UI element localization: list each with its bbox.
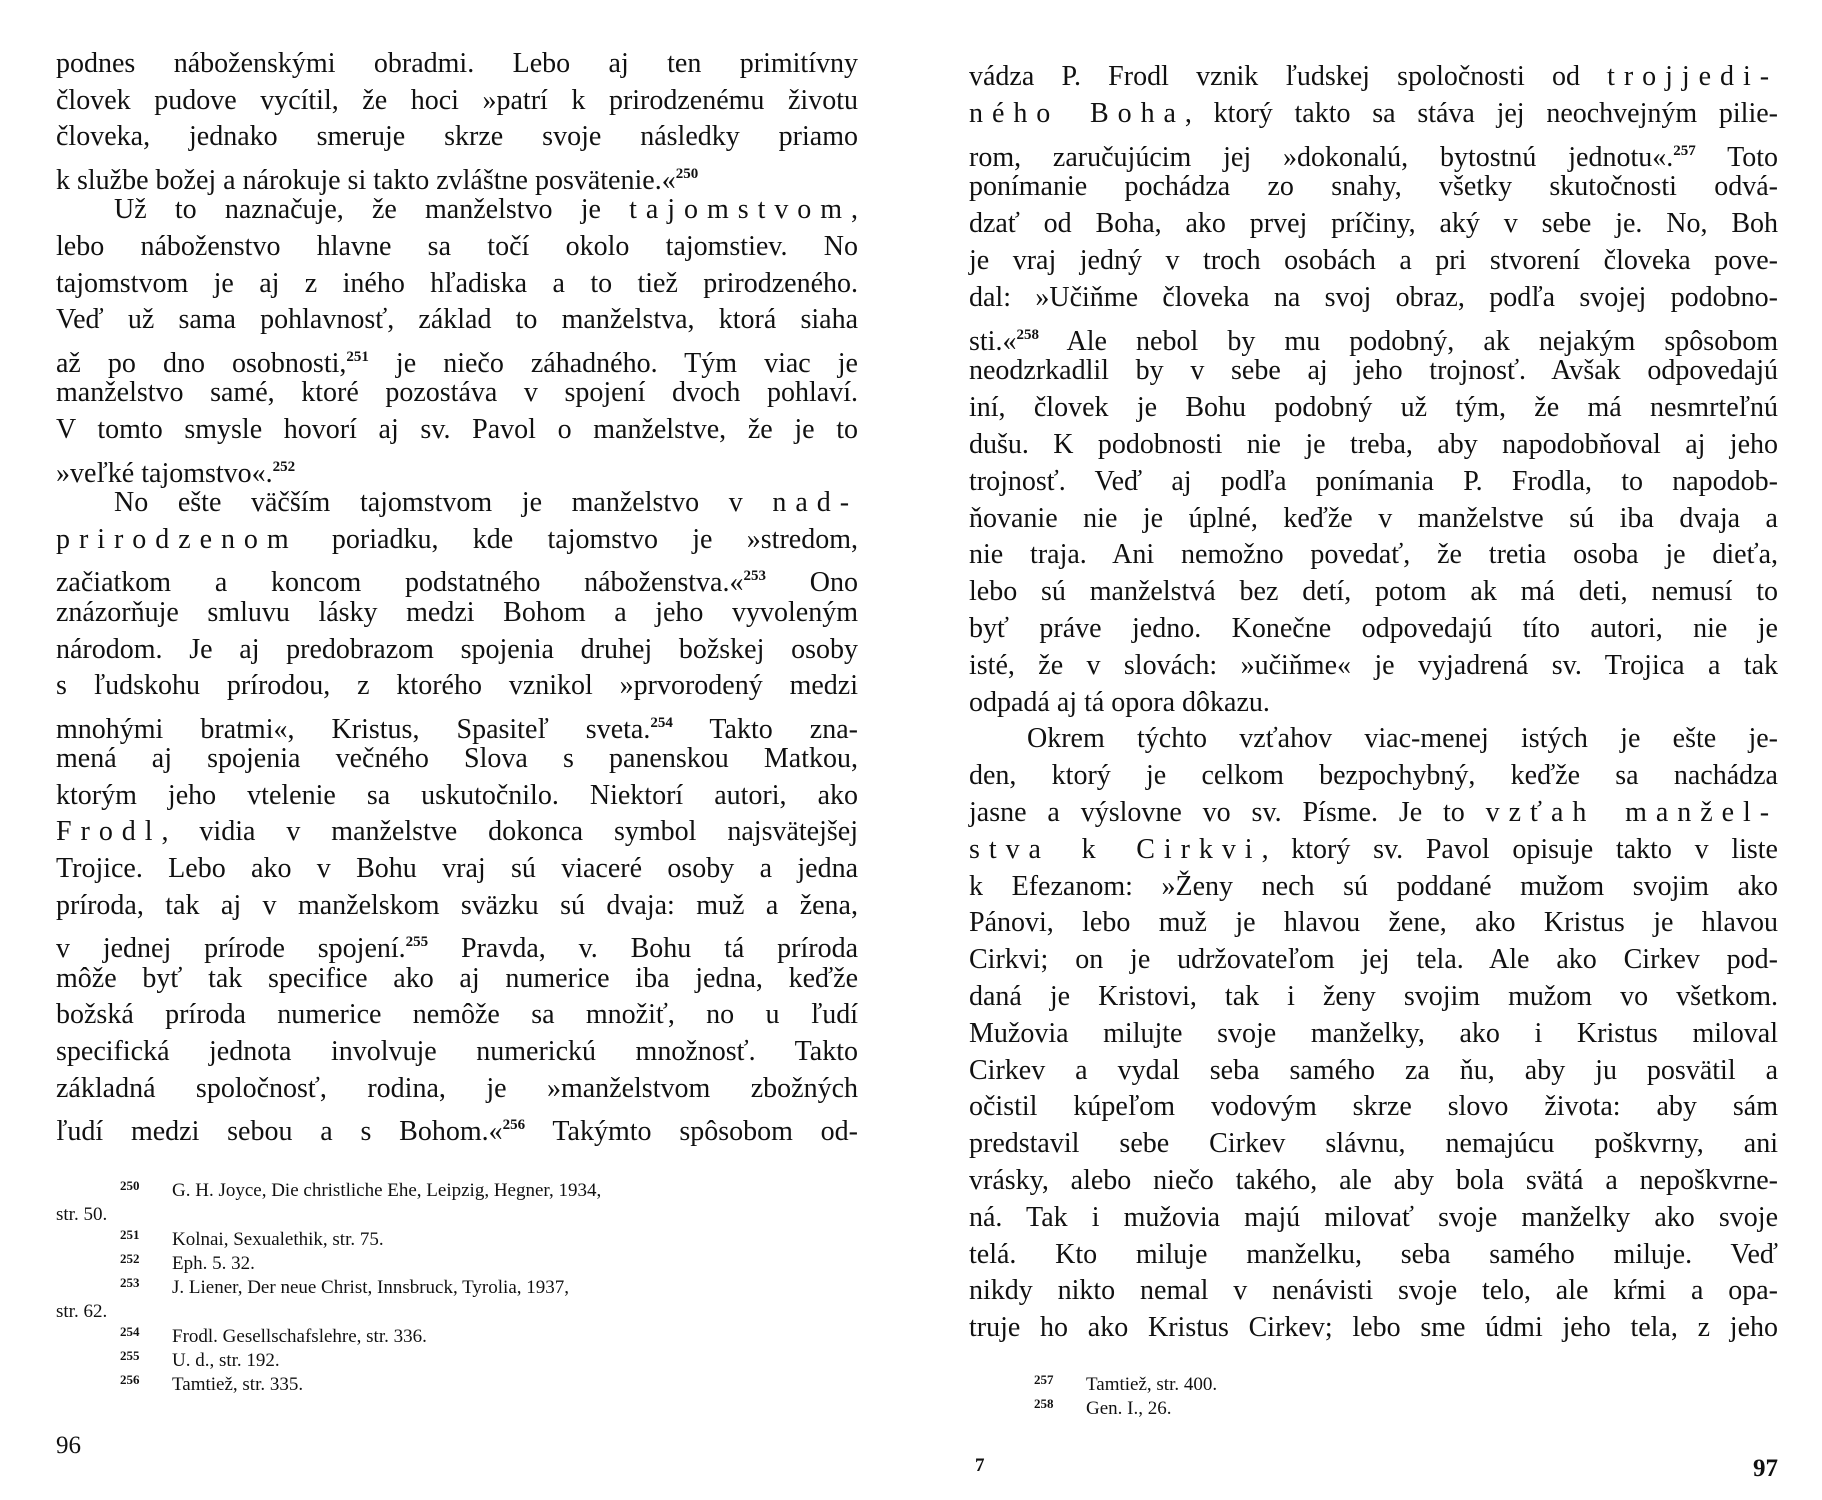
footnote-reference: 251 bbox=[346, 348, 369, 365]
text-line bbox=[969, 1200, 1778, 1237]
printer-signature-mark: 7 bbox=[975, 1455, 985, 1476]
text-run: ľudí medzi sebou a s Bohom.« bbox=[56, 1116, 503, 1148]
text-line bbox=[969, 59, 1778, 96]
text-line bbox=[56, 375, 858, 412]
text-run: Cirkev a vydal seba samého za ňu, aby ju posvätil a bbox=[969, 1054, 1778, 1086]
text-run: k službe božej a nárokuje si takto zvláštne posvätenie.« bbox=[56, 164, 676, 196]
text-line bbox=[969, 979, 1778, 1016]
text-line bbox=[969, 905, 1778, 942]
footnote-text: G. H. Joyce, Die christliche Ehe, Leipzig, Hegner, 1934, bbox=[172, 1180, 602, 1201]
text-run: božská príroda numerice nemôže sa množiť, no u ľudí bbox=[56, 999, 858, 1031]
text-run: No ešte väčším tajomstvom je manželstvo v bbox=[114, 487, 773, 519]
footnote-reference: 257 bbox=[1673, 142, 1696, 159]
text-run: , ktorý sv. Pavol opisuje takto v liste bbox=[1261, 833, 1778, 865]
text-line bbox=[56, 1107, 858, 1148]
text-line bbox=[969, 243, 1778, 280]
text-line bbox=[56, 339, 858, 379]
text-line bbox=[56, 997, 858, 1034]
text-run: nie traja. Ani nemožno povedať, že tretia osoba je dieťa, bbox=[969, 539, 1778, 571]
text-line bbox=[56, 888, 858, 925]
text-line bbox=[969, 1053, 1778, 1090]
text-line bbox=[969, 537, 1778, 574]
text-run: specifická jednota involvuje numerickú množnosť. Takto bbox=[56, 1036, 858, 1068]
text-run: iní, človek je Bohu podobný už tým, že má nesmrteľnú bbox=[969, 392, 1778, 424]
text-run: dušu. K podobnosti nie je treba, aby napodobňoval aj jeho bbox=[969, 428, 1778, 460]
text-line bbox=[969, 611, 1778, 648]
footnote bbox=[969, 1373, 1779, 1397]
text-run: , bbox=[851, 194, 858, 226]
footnote-text: Kolnai, Sexualethik, str. 75. bbox=[172, 1228, 384, 1250]
footnote-number: 258 bbox=[1034, 1396, 1054, 1412]
text-line bbox=[56, 668, 858, 705]
footnote-number: 252 bbox=[120, 1250, 140, 1266]
text-run: až po dno osobnosti, bbox=[56, 347, 347, 379]
text-run: Už to naznačuje, že manželstvo je bbox=[114, 194, 630, 226]
text-run: odpadá aj tá opora dôkazu. bbox=[969, 686, 1270, 718]
text-run: V tomto smysle hovorí aj sv. Pavol o manželstve, že je to bbox=[56, 413, 858, 445]
footnote bbox=[56, 1349, 866, 1373]
emphasized-spaced-text: tajomstvom bbox=[629, 194, 851, 226]
footnote-number: 257 bbox=[1034, 1372, 1054, 1387]
text-run: , vidia v manželstve dokonca symbol najsvätejšej bbox=[161, 816, 858, 848]
footnote-text: Tamtiež, str. 400. bbox=[1086, 1374, 1218, 1395]
text-run: očistil kúpeľom vodovým skrze slovo života: aby sám bbox=[969, 1091, 1778, 1123]
left-page-number: 96 bbox=[56, 1432, 81, 1459]
emphasized-spaced-text: vzťah manžel- bbox=[1485, 796, 1779, 828]
text-run: Ono bbox=[765, 567, 858, 599]
footnote bbox=[56, 1179, 866, 1203]
text-line bbox=[969, 942, 1778, 979]
text-line bbox=[56, 192, 858, 229]
text-run: , ktorý takto sa stáva jej neochvejným pilie- bbox=[1184, 97, 1778, 129]
text-run: lebo náboženstvo hlavne sa točí okolo tajomstiev. No bbox=[56, 230, 858, 262]
text-line bbox=[56, 851, 858, 888]
text-line bbox=[56, 632, 858, 669]
text-run: človeka, jednako smeruje skrze svoje následky priamo bbox=[56, 121, 858, 153]
text-run: vrásky, alebo niečo takého, ale aby bola svätá a nepoškvrne- bbox=[969, 1164, 1778, 1196]
right-page-body-text bbox=[969, 59, 1778, 1347]
right-page-footnotes bbox=[969, 1373, 1779, 1422]
text-run: neodzrkadlil by v sebe aj jeho trojnosť. Avšak odpovedajú bbox=[969, 355, 1778, 387]
footnote bbox=[56, 1373, 866, 1397]
text-line bbox=[56, 1071, 858, 1108]
text-run: ňovanie nie je úplné, keďže v manželstve sú iba dvaja a bbox=[969, 502, 1778, 534]
footnote-reference: 256 bbox=[502, 1117, 526, 1134]
text-line bbox=[969, 390, 1778, 427]
footnote-reference: 254 bbox=[650, 714, 673, 731]
text-run: vádza P. Frodl vznik ľudskej spoločnosti od bbox=[969, 61, 1608, 92]
footnote-reference: 255 bbox=[405, 934, 429, 951]
footnote-reference: 252 bbox=[272, 458, 296, 475]
text-run: trojnosť. Veď aj podľa ponímania P. Frodla, to napodob- bbox=[969, 465, 1778, 497]
text-run: truje ho ako Kristus Cirkev; lebo sme údmi jeho tela, z jeho bbox=[969, 1312, 1778, 1344]
text-line bbox=[969, 464, 1778, 501]
text-run: je vraj jedný v troch osobách a pri stvorení človeka pove- bbox=[969, 244, 1778, 276]
text-run: v jednej prírode spojení. bbox=[56, 933, 406, 965]
text-run: Cirkvi; on je udržovateľom jej tela. Ale ako Cirkev pod- bbox=[969, 944, 1778, 976]
text-line bbox=[56, 485, 858, 522]
text-run: Mužovia milujte svoje manželky, ako i Kristus miloval bbox=[969, 1017, 1778, 1049]
text-run: poriadku, kde tajomstvo je »stredom, bbox=[297, 523, 858, 555]
footnote-text: J. Liener, Der neue Christ, Innsbruck, Tyrolia, 1937, bbox=[172, 1277, 569, 1299]
text-line bbox=[56, 522, 858, 559]
text-run: rom, zaručujúcim jej »dokonalú, bytostnú jednotu«. bbox=[969, 141, 1674, 173]
text-line bbox=[969, 317, 1778, 357]
text-line bbox=[969, 501, 1778, 538]
text-run: k Efezanom: »Ženy nech sú poddané mužom svojim ako bbox=[969, 870, 1778, 902]
text-run: sti.« bbox=[969, 325, 1017, 357]
text-line bbox=[56, 83, 858, 120]
text-line bbox=[969, 280, 1778, 317]
emphasized-spaced-text: prirodzenom bbox=[56, 523, 298, 555]
text-run: lebo sú manželstvá bez detí, potom ak má deti, nemusí to bbox=[969, 576, 1778, 608]
text-run: ponímanie pochádza zo snahy, všetky skutočnosti odvá- bbox=[969, 171, 1778, 203]
emphasized-spaced-text: trojjedi- bbox=[1607, 61, 1778, 92]
footnote-number: 253 bbox=[120, 1275, 140, 1291]
footnote bbox=[56, 1325, 866, 1349]
text-run: Toto bbox=[1695, 141, 1778, 173]
text-run: ktorým jeho vtelenie sa uskutočnilo. Niektorí autori, ako bbox=[56, 779, 858, 811]
text-run: s ľudskohu prírodou, z ktorého vznikol »prvorodený medzi bbox=[56, 670, 858, 702]
text-line bbox=[969, 1126, 1778, 1163]
footnote-continuation: str. 62. bbox=[56, 1301, 108, 1323]
text-line bbox=[969, 795, 1778, 832]
footnote-reference: 258 bbox=[1016, 326, 1039, 343]
emphasized-spaced-text: Frodl bbox=[56, 816, 162, 848]
text-line bbox=[969, 685, 1778, 722]
text-line bbox=[56, 449, 858, 489]
text-run: Ale nebol by mu podobný, ak nejakým spôsobom bbox=[1038, 325, 1778, 357]
text-line bbox=[56, 46, 858, 83]
text-line bbox=[56, 412, 858, 449]
text-line bbox=[969, 574, 1778, 611]
footnote-number: 251 bbox=[120, 1226, 140, 1242]
text-run: Veď už sama pohlavnosť, základ to manželstva, ktorá siaha bbox=[56, 304, 858, 336]
text-run: nikdy nikto nemal v nenávisti svoje telo, ale kŕmi a opa- bbox=[969, 1275, 1778, 1307]
text-line bbox=[969, 1089, 1778, 1126]
footnote-number: 255 bbox=[120, 1348, 140, 1364]
text-line bbox=[56, 924, 858, 965]
text-line bbox=[969, 832, 1778, 869]
text-line bbox=[969, 169, 1778, 206]
text-line bbox=[969, 869, 1778, 906]
text-run: Okrem týchto vzťahov viac-menej istých je ešte je- bbox=[1027, 723, 1778, 755]
footnote-text: Eph. 5. 32. bbox=[172, 1252, 255, 1274]
footnote bbox=[969, 1397, 1779, 1421]
text-line bbox=[969, 758, 1778, 795]
footnote-reference: 250 bbox=[675, 165, 699, 182]
text-line bbox=[969, 1016, 1778, 1053]
text-line bbox=[56, 595, 858, 632]
text-line bbox=[56, 961, 858, 998]
text-run: telá. Kto miluje manželku, seba samého miluje. Veď bbox=[969, 1238, 1778, 1270]
left-page-footnotes bbox=[56, 1179, 866, 1398]
text-line bbox=[56, 119, 858, 156]
text-run: znázorňuje smluvu lásky medzi Bohom a jeho vyvoleným bbox=[56, 596, 858, 628]
text-run: národom. Je aj predobrazom spojenia druhej božskej osoby bbox=[56, 633, 858, 665]
footnote-text: Gen. I., 26. bbox=[1086, 1398, 1172, 1420]
footnote-text: U. d., str. 192. bbox=[172, 1350, 280, 1372]
text-line bbox=[969, 206, 1778, 243]
text-line bbox=[969, 721, 1778, 758]
text-run: Takto zna- bbox=[672, 713, 858, 745]
right-page-number: 97 bbox=[1753, 1455, 1778, 1482]
footnote-reference: 253 bbox=[743, 568, 766, 585]
text-line bbox=[56, 778, 858, 815]
text-run: predstavil sebe Cirkev slávnu, nemajúcu poškvrny, ani bbox=[969, 1128, 1778, 1160]
footnote-number: 256 bbox=[120, 1372, 140, 1388]
text-run: tajomstvom je aj z iného hľadiska a to tiež prirodzeného. bbox=[56, 267, 858, 299]
text-run: »veľké tajomstvo«. bbox=[56, 457, 273, 489]
text-line bbox=[56, 741, 858, 778]
text-run: Takýmto spôsobom od- bbox=[525, 1116, 858, 1148]
text-run: isté, že v slovách: »učiňme« je vyjadrená sv. Trojica a tak bbox=[969, 649, 1778, 681]
footnote-number: 250 bbox=[120, 1178, 140, 1193]
text-line bbox=[56, 229, 858, 266]
text-run: podnes náboženskými obradmi. Lebo aj ten primitívny bbox=[56, 48, 858, 79]
text-run: dzať od Boha, ako prvej príčiny, aký v sebe je. No, Boh bbox=[969, 208, 1778, 240]
emphasized-spaced-text: ného Boha bbox=[969, 97, 1185, 129]
text-run: Pánovi, lebo muž je hlavou žene, ako Kristus je hlavou bbox=[969, 907, 1778, 939]
footnote bbox=[56, 1252, 866, 1276]
text-line bbox=[56, 156, 858, 196]
footnote bbox=[56, 1276, 866, 1300]
footnote-text: Frodl. Gesellschafslehre, str. 336. bbox=[172, 1325, 427, 1347]
text-line bbox=[969, 427, 1778, 464]
text-line bbox=[969, 1310, 1778, 1347]
text-line bbox=[969, 353, 1778, 390]
text-run: príroda, tak aj v manželskom sväzku sú dvaja: muž a žena, bbox=[56, 889, 858, 921]
text-line bbox=[969, 96, 1778, 133]
text-line bbox=[969, 1163, 1778, 1200]
text-line bbox=[56, 1034, 858, 1071]
text-run: základná spoločnosť, rodina, je »manželstvom zbožných bbox=[56, 1072, 858, 1104]
left-page-body-text bbox=[56, 46, 858, 1148]
text-run: ná. Tak i mužovia majú milovať svoje manželky ako svoje bbox=[969, 1201, 1778, 1233]
text-run: mená aj spojenia večného Slova s panenskou Matkou, bbox=[56, 743, 858, 775]
footnote-number: 254 bbox=[120, 1323, 140, 1339]
text-run: byť práve jedno. Konečne odpovedajú títo autori, nie je bbox=[969, 612, 1778, 644]
text-line bbox=[56, 266, 858, 303]
text-run: dal: »Učiňme človeka na svoj obraz, podľa svojej podobno- bbox=[969, 281, 1778, 313]
footnote-continuation: str. 50. bbox=[56, 1204, 108, 1226]
text-line bbox=[969, 1273, 1778, 1310]
emphasized-spaced-text: nad- bbox=[772, 487, 858, 519]
text-line bbox=[969, 1237, 1778, 1274]
text-line bbox=[56, 302, 858, 339]
text-run: začiatkom a koncom podstatného náboženstva.« bbox=[56, 567, 744, 599]
text-line bbox=[56, 705, 858, 745]
footnote-text: Tamtiež, str. 335. bbox=[172, 1374, 304, 1396]
text-run: je niečo záhadného. Tým viac je bbox=[368, 347, 858, 379]
text-run: môže byť tak specifice ako aj numerice iba jedna, keďže bbox=[56, 962, 858, 994]
text-run: človek pudove vycítil, že hoci »patrí k prirodzenému životu bbox=[56, 84, 858, 116]
text-run: den, ktorý je celkom bezpochybný, keďže sa nachádza bbox=[969, 760, 1778, 792]
text-line bbox=[56, 814, 858, 851]
emphasized-spaced-text: stva k Cirkvi bbox=[969, 833, 1262, 865]
text-line bbox=[56, 558, 858, 599]
text-line bbox=[969, 133, 1778, 173]
text-run: jasne a výslovne vo sv. Písme. Je to bbox=[969, 796, 1486, 828]
footnote bbox=[56, 1228, 866, 1252]
text-run: manželstvo samé, ktoré pozostáva v spojení dvoch pohlaví. bbox=[56, 377, 858, 409]
text-line bbox=[969, 648, 1778, 685]
text-run: daná je Kristovi, tak i ženy svojim mužom vo všetkom. bbox=[969, 980, 1778, 1012]
text-run: Trojice. Lebo ako v Bohu vraj sú viaceré osoby a jedna bbox=[56, 853, 858, 885]
text-run: mnohými bratmi«, Kristus, Spasiteľ sveta. bbox=[56, 713, 651, 745]
text-run: Pravda, v. Bohu tá príroda bbox=[428, 933, 858, 965]
